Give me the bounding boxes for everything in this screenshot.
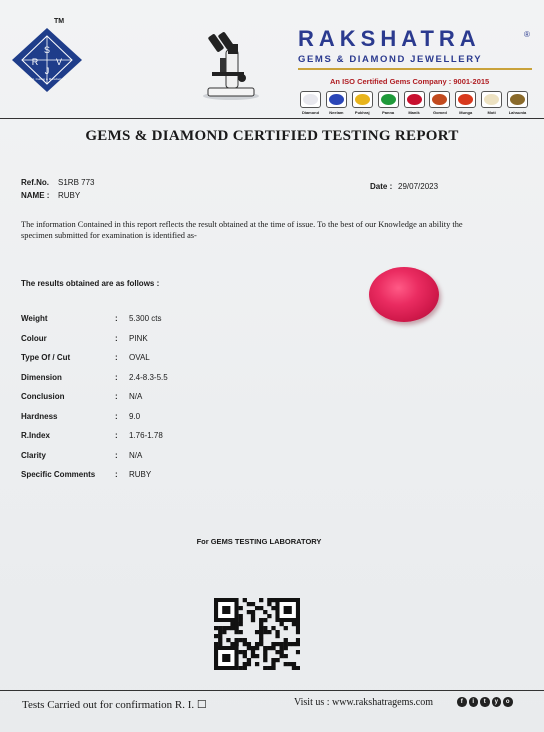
- gem-item-pukhraj: Pukhraj: [350, 91, 375, 121]
- gem-item-panna: Panna: [376, 91, 401, 121]
- munga-gem-icon: [458, 94, 473, 105]
- youtube-icon[interactable]: y: [492, 697, 502, 707]
- property-row-r-index: R.Index : 1.76-1.78: [21, 431, 163, 440]
- neelam-gem-icon: [329, 94, 344, 105]
- logo-caption: Govt. Cutting & Manufacturer: [27, 77, 67, 81]
- ref-no-label: Ref.No.: [21, 178, 49, 187]
- diamond-gem-icon: [303, 94, 318, 105]
- instagram-icon[interactable]: i: [469, 697, 479, 707]
- brand-subtitle: GEMS & DIAMOND JEWELLERY: [298, 54, 483, 65]
- gem-item-lahsunia: Lahsunia: [505, 91, 530, 121]
- property-row-specific-comments: Specific Comments : RUBY: [21, 470, 152, 479]
- brand-name: RAKSHATRA: [298, 26, 481, 51]
- report-title: GEMS & DIAMOND CERTIFIED TESTING REPORT: [85, 128, 459, 144]
- pukhraj-gem-icon: [355, 94, 370, 105]
- header-divider: [0, 118, 544, 119]
- gem-item-gomed: Gomed: [427, 91, 452, 121]
- logo-letter-r: R: [31, 57, 39, 67]
- logo-letter-v: V: [55, 57, 63, 67]
- date-value: 29/07/2023: [398, 182, 439, 191]
- property-row-dimension: Dimension : 2.4-8.3-5.5: [21, 372, 168, 382]
- footer-website-text: Visit us : www.rakshatragems.com: [294, 697, 434, 708]
- property-row-conclusion: Conclusion : N/A: [21, 392, 143, 401]
- panna-gem-icon: [381, 94, 396, 105]
- property-row-weight: Weight : 5.300 cts: [21, 314, 162, 323]
- twitter-icon[interactable]: t: [480, 697, 490, 707]
- property-row-colour: Colour : PINK: [21, 333, 148, 343]
- footer-divider: [0, 690, 544, 691]
- property-row-clarity: Clarity : N/A: [21, 450, 143, 460]
- logo-letter-s: S: [43, 45, 51, 55]
- ruby-gemstone-photo: [369, 267, 439, 322]
- info-paragraph: The information Contained in this report reflects the result obtained at the time of issue. To the best of our Knowledge an ability the specimen submitted for examination is identified as-: [21, 220, 463, 240]
- iso-certification: An ISO Certified Gems Company : 9001-2015: [330, 77, 490, 86]
- gem-icons-row: [298, 91, 530, 121]
- footer-confirmation-text: Tests Carried out for confirmation R. I. ☐: [22, 699, 207, 711]
- facebook-icon[interactable]: f: [457, 697, 467, 707]
- social-icons: [457, 697, 513, 707]
- manik-gem-icon: [407, 94, 422, 105]
- name-value: RUBY: [58, 191, 81, 200]
- gem-item-diamond: Diamond: [298, 91, 323, 121]
- other-social-icon[interactable]: o: [503, 697, 513, 707]
- microscope-icon: [198, 28, 264, 102]
- registered-mark: ®: [524, 30, 530, 39]
- laboratory-label: For GEMS TESTING LABORATORY: [196, 537, 322, 546]
- date-label: Date :: [370, 182, 393, 191]
- name-label: NAME :: [21, 191, 50, 200]
- property-row-hardness: Hardness : 9.0: [21, 411, 141, 421]
- srvj-logo: [10, 26, 84, 94]
- gem-item-munga: Munga: [453, 91, 478, 121]
- property-row-type-cut: Type Of / Cut : OVAL: [21, 353, 150, 362]
- lahsunia-gem-icon: [510, 94, 525, 105]
- gomed-gem-icon: [432, 94, 447, 105]
- ref-no-value: S1RB 773: [58, 178, 95, 187]
- brand-underline: [298, 68, 532, 70]
- gem-item-moti: Moti: [479, 91, 504, 121]
- qr-code[interactable]: [214, 598, 300, 670]
- moti-gem-icon: [484, 94, 499, 105]
- trademark-mark: TM: [54, 18, 65, 25]
- logo-letter-j: J: [44, 66, 50, 76]
- gem-item-manik: Manik: [402, 91, 427, 121]
- gem-item-neelam: Neelam: [324, 91, 349, 121]
- results-heading: The results obtained are as follows :: [21, 279, 160, 288]
